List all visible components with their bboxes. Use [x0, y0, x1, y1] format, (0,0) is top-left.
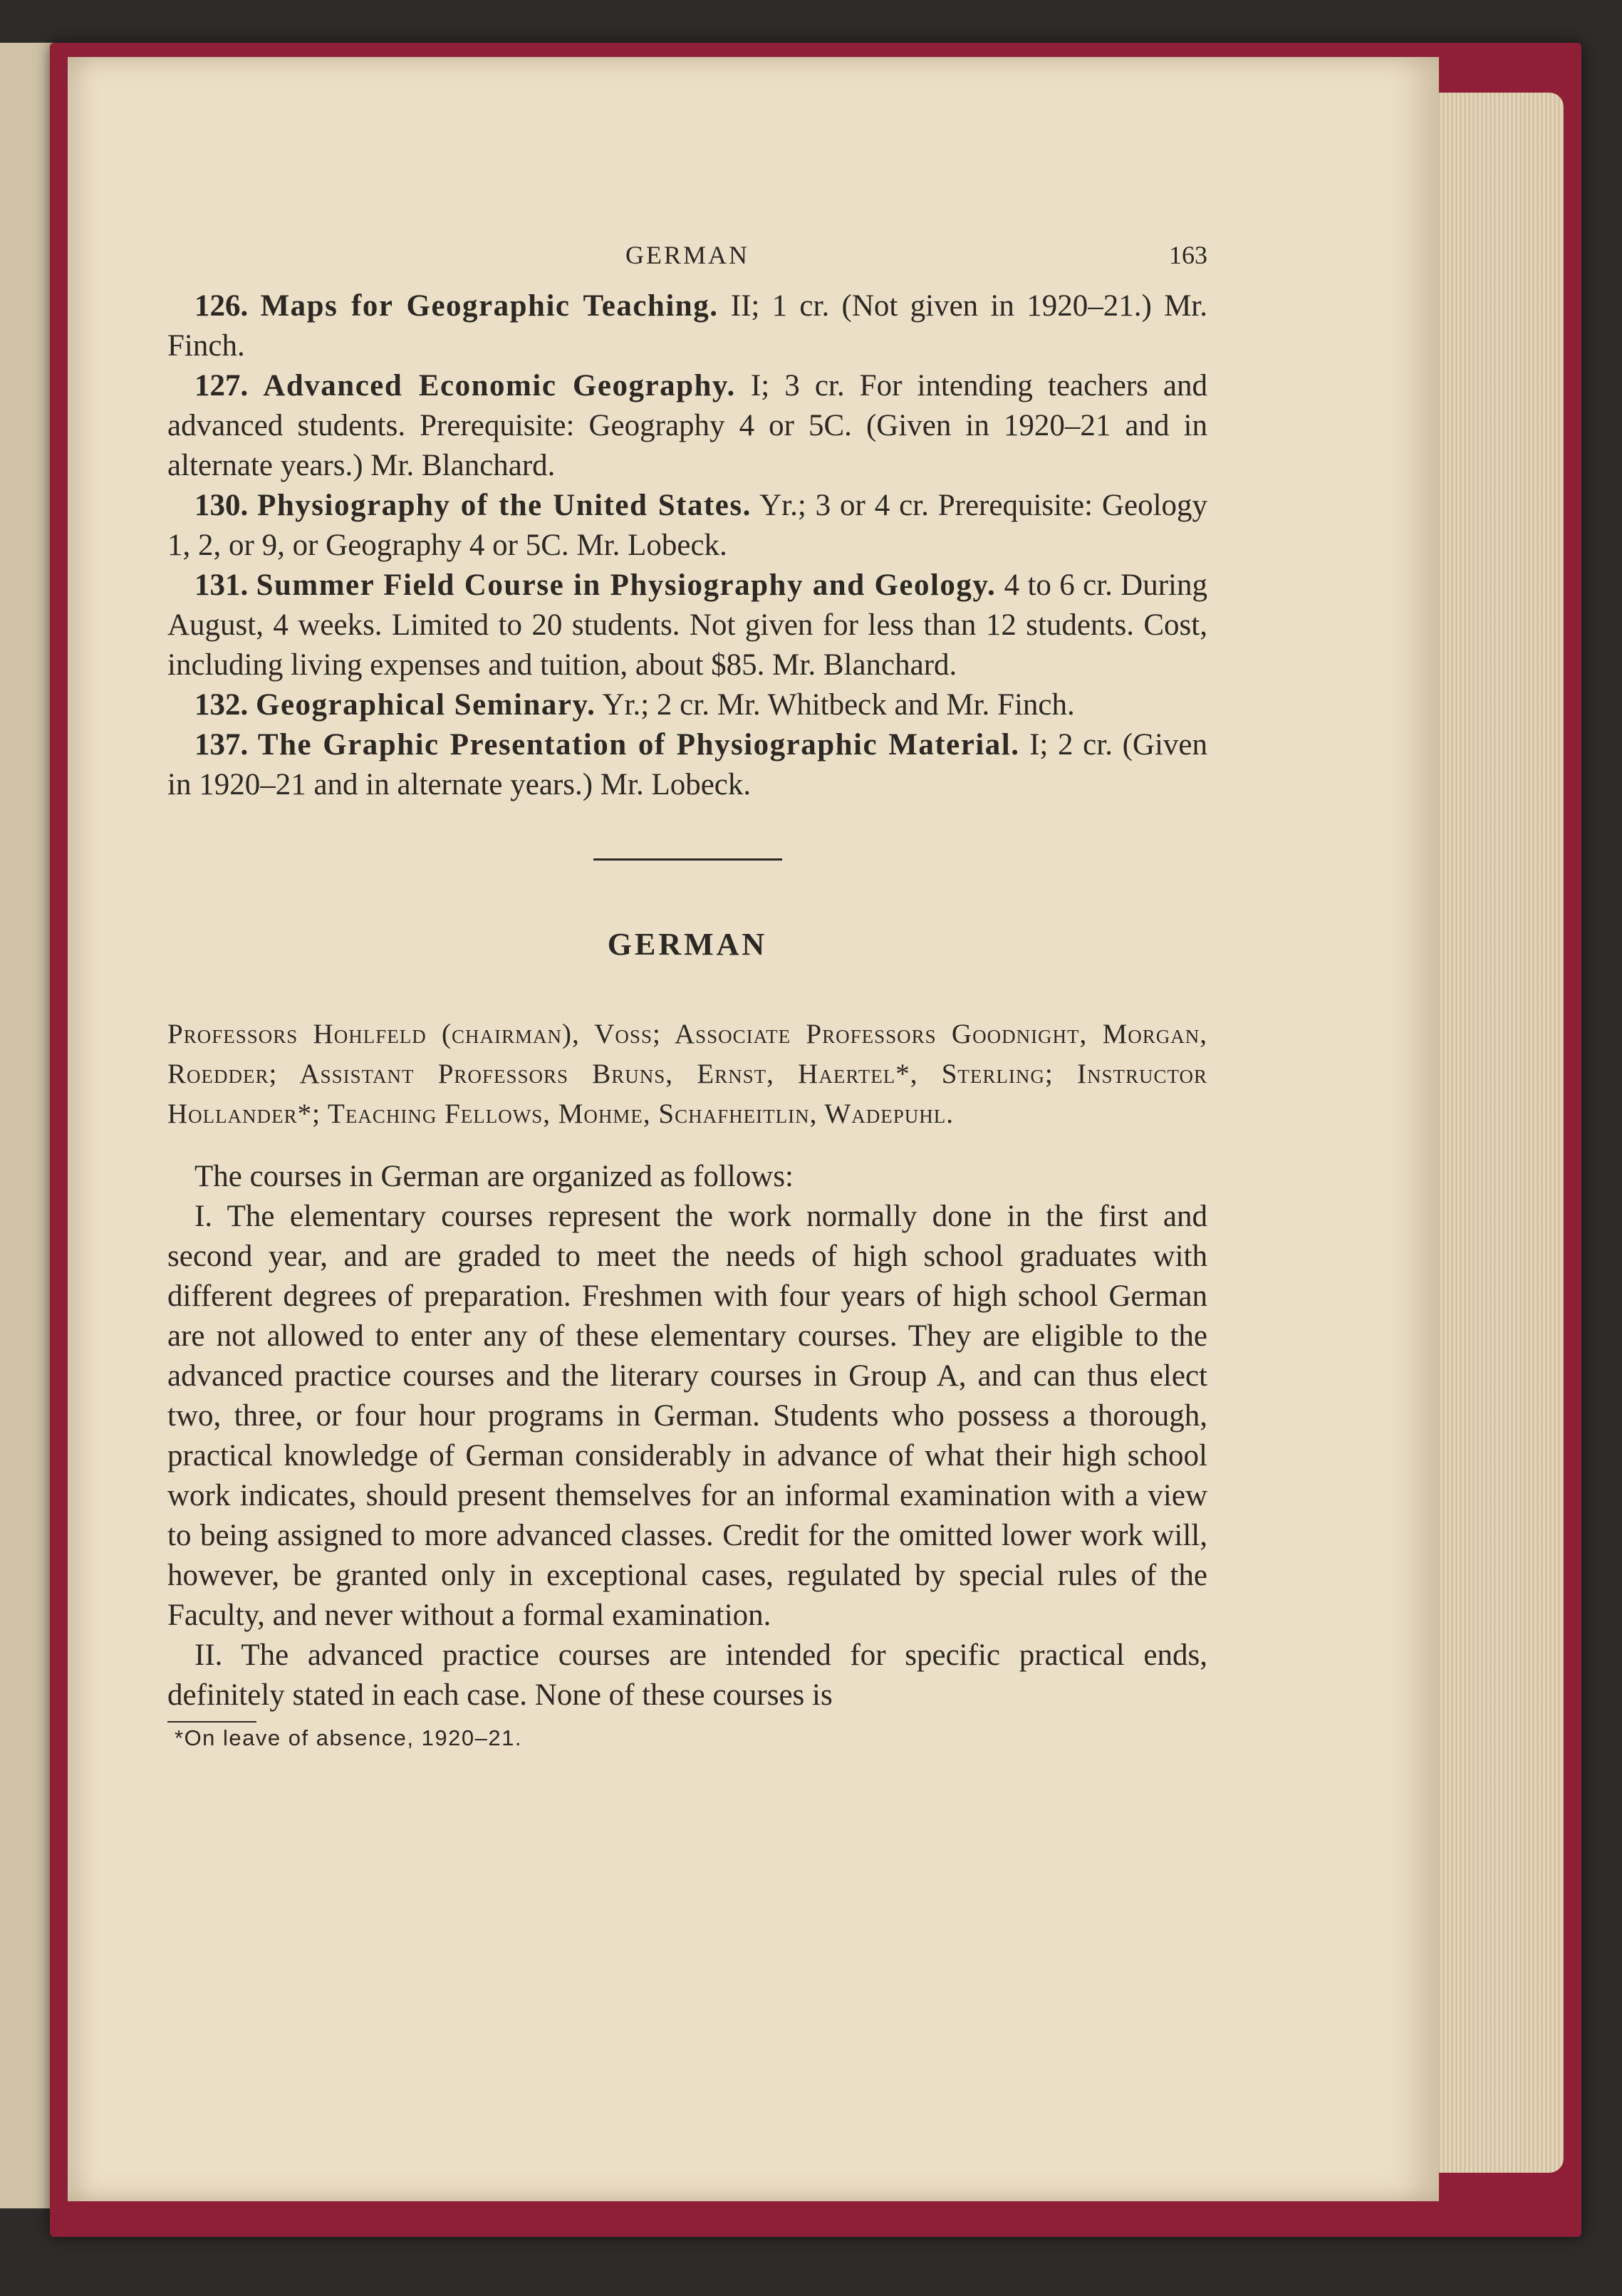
faculty-names: Professors Hohlfeld (chairman), Voss; Associate Professors Goodnight, Morgan, Roedder; Assistant Professors Bruns, Ernst, Haertel*, Sterling; Instructor Hollander*; Teaching Fellows, Mohme, Schafheitlin, Wadepuhl.: [167, 1019, 1207, 1129]
course-number: 130.: [194, 489, 249, 522]
course-entry: [167, 685, 1207, 725]
course-description: I; 2 cr. (Given in 1920–21 and in alternate years.) Mr. Lobeck.: [167, 728, 1208, 801]
body-paragraph: II. The advanced practice courses are intended for specific practical ends, definitely stated in each case. None of these courses is: [167, 1638, 1207, 1712]
course-title: Summer Field Course in Physiography and Geology.: [256, 568, 997, 602]
course-description: Yr.; 2 cr. Mr. Whitbeck and Mr. Finch.: [596, 688, 1075, 722]
body-paragraph: I. The elementary courses represent the work normally done in the first and second year, and are graded to meet the needs of high school graduates with different degrees of preparation. Freshmen with four years of high school German are not allowed to enter any of these elementary courses. They are eligible to the advanced practice courses and the literary courses in Group A, and can thus elect two, three, or four hour programs in German. Students who possess a thorough, practical knowledge of German considerably in advance of what their high school work indicates, should present themselves for an informal examination with a view to being assigned to more advanced classes. Credit for the omitted lower work will, however, be granted only in exceptional cases, regulated by special rules of the Faculty, and never without a formal examination.: [167, 1200, 1207, 1632]
page-number: 163: [1169, 241, 1207, 269]
course-description: Yr.; 3 or 4 cr. Prerequisite: Geology 1, 2, or 9, or Geography 4 or 5C. Mr. Lobeck.: [167, 489, 1208, 562]
section-title: GERMAN: [607, 927, 768, 962]
course-title: Advanced Economic Geography.: [263, 369, 736, 402]
course-description: 4 to 6 cr. During August, 4 weeks. Limited to 20 students. Not given for less than 12 students. Cost, including living expenses and tuition, about $85. Mr. Blanchard.: [167, 568, 1207, 682]
course-number: 131.: [194, 568, 249, 602]
course-number: 132.: [194, 688, 249, 722]
course-title: The Graphic Presentation of Physiographic Material.: [257, 728, 1020, 762]
footnote: *On leave of absence, 1920–21.: [175, 1725, 522, 1750]
faculty-list: [167, 1014, 1207, 1134]
body-paragraph: The courses in German are organized as follows:: [194, 1160, 794, 1193]
course-number: 126.: [194, 289, 249, 323]
course-title: Physiography of the United States.: [257, 489, 752, 522]
course-title: Geographical Seminary.: [256, 688, 596, 722]
running-title: GERMAN: [625, 241, 749, 269]
section-divider: [593, 858, 782, 861]
running-header: [167, 235, 1207, 275]
course-entry: [167, 566, 1207, 685]
course-entry: [167, 286, 1207, 366]
course-description: I; 3 cr. For intending teachers and advanced students. Prerequisite: Geography 4 or 5C. (Given in 1920–21 and in alternate years.) Mr. Blanchard.: [167, 369, 1207, 482]
course-description: II; 1 cr. (Not given in 1920–21.) Mr. Finch.: [167, 289, 1208, 363]
course-entry: [167, 366, 1207, 486]
course-entry: [167, 725, 1207, 805]
course-title: Maps for Geographic Teaching.: [260, 289, 719, 323]
course-entry: [167, 486, 1207, 566]
page-text-block: [167, 235, 1207, 1754]
course-number: 137.: [194, 728, 249, 762]
course-number: 127.: [194, 369, 249, 402]
